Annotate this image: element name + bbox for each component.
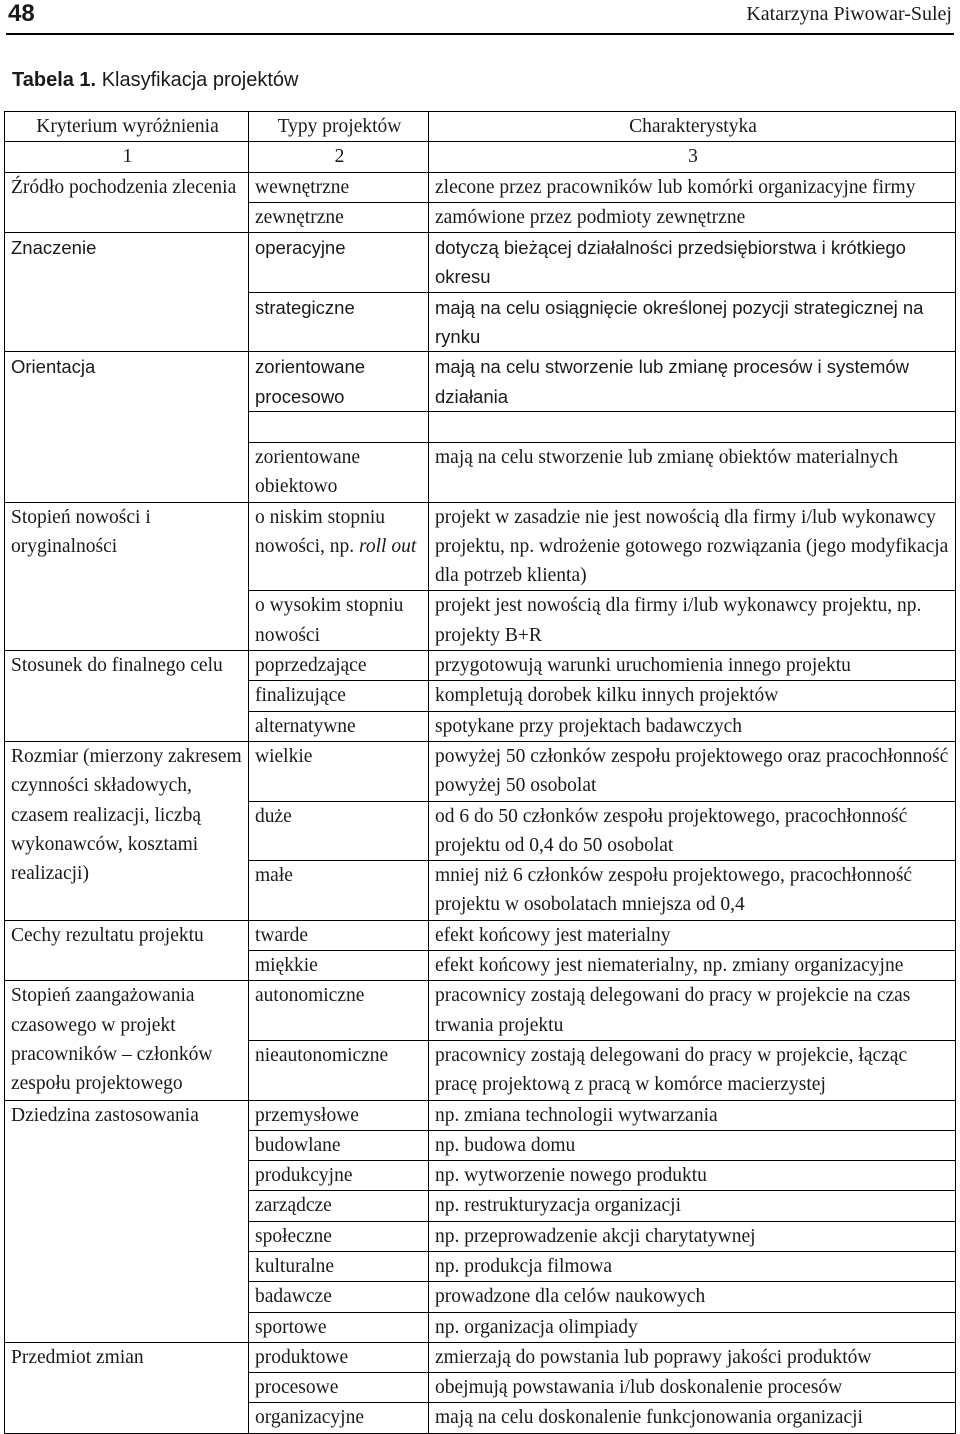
type-cell: wielkie xyxy=(249,741,429,801)
type-cell: produktowe xyxy=(249,1342,429,1372)
column-number: 2 xyxy=(249,142,429,172)
criterion-cell: Źródło pochodzenia zlecenia xyxy=(5,172,249,233)
description-cell: prowadzone dla celów naukowych xyxy=(429,1282,956,1312)
description-cell: spotykane przy projektach badawczych xyxy=(429,711,956,741)
criterion-cell: Stopień nowości i oryginalności xyxy=(5,502,249,650)
criterion-cell: Cechy rezultatu projektu xyxy=(5,920,249,981)
type-cell: nieautonomiczne xyxy=(249,1040,429,1100)
description-cell: efekt końcowy jest niematerialny, np. zmiany organizacyjne xyxy=(429,951,956,981)
table-row xyxy=(5,741,956,801)
spacer-cell xyxy=(249,411,429,442)
table-row xyxy=(5,1100,956,1130)
column-header: Charakterystyka xyxy=(429,112,956,142)
description-cell: dotyczą bieżącej działalności przedsiębiorstwa i krótkiego okresu xyxy=(429,233,956,293)
type-text-italic: roll out xyxy=(359,535,417,557)
description-cell: zmierzają do powstania lub poprawy jakości produktów xyxy=(429,1342,956,1372)
description-cell: efekt końcowy jest materialny xyxy=(429,920,956,950)
description-cell: mają na celu stworzenie lub zmianę obiektów materialnych xyxy=(429,442,956,502)
table-header-row xyxy=(5,112,956,142)
table-caption-text: Klasyfikacja projektów xyxy=(101,69,299,91)
type-cell: miękkie xyxy=(249,951,429,981)
description-cell: np. produkcja filmowa xyxy=(429,1251,956,1281)
table-row xyxy=(5,352,956,412)
type-cell: badawcze xyxy=(249,1282,429,1312)
type-cell: wewnętrzne xyxy=(249,172,429,202)
criterion-cell: Dziedzina zastosowania xyxy=(5,1100,249,1342)
description-cell: pracownicy zostają delegowani do pracy w projekcie, łącząc pracę projektową z pracą w komórce macierzystej xyxy=(429,1040,956,1100)
description-cell: projekt jest nowością dla firmy i/lub wykonawcy projektu, np. projekty B+R xyxy=(429,591,956,651)
description-cell: obejmują powstawania i/lub doskonalenie procesów xyxy=(429,1373,956,1403)
type-cell: zorientowane obiektowo xyxy=(249,442,429,502)
type-cell: o wysokim stopniu nowości xyxy=(249,591,429,651)
criterion-cell: Stopień zaangażowania czasowego w projekt pracowników – członków zespołu projektowego xyxy=(5,981,249,1100)
type-cell: twarde xyxy=(249,920,429,950)
spacer-cell xyxy=(429,411,956,442)
column-number: 3 xyxy=(429,142,956,172)
table-caption-number: Tabela 1. xyxy=(12,69,97,91)
type-text: o niskim stopniu nowości, np. xyxy=(255,506,386,557)
table-row xyxy=(5,233,956,293)
description-cell: np. restrukturyzacja organizacji xyxy=(429,1191,956,1221)
description-cell: mniej niż 6 członków zespołu projektowego, pracochłonność projektu w osobolatach mniejsza od 0,4 xyxy=(429,861,956,921)
description-cell: np. budowa domu xyxy=(429,1130,956,1160)
description-cell: zlecone przez pracowników lub komórki organizacyjne firmy xyxy=(429,172,956,202)
type-cell: społeczne xyxy=(249,1221,429,1251)
table-row xyxy=(5,502,956,591)
type-cell: alternatywne xyxy=(249,711,429,741)
table-number-row xyxy=(5,142,956,172)
description-cell: mają na celu stworzenie lub zmianę procesów i systemów działania xyxy=(429,352,956,412)
table-row xyxy=(5,172,956,202)
description-cell: projekt w zasadzie nie jest nowością dla firmy i/lub wykonawcy projektu, np. wdrożenie gotowego rozwiązania (jego modyfikacja dla potrzeb klienta) xyxy=(429,502,956,591)
table-row xyxy=(5,651,956,681)
description-cell: zamówione przez podmioty zewnętrzne xyxy=(429,202,956,232)
description-cell: powyżej 50 członków zespołu projektowego oraz pracochłonność powyżej 50 osobolat xyxy=(429,741,956,801)
type-cell: finalizujące xyxy=(249,681,429,711)
type-cell: poprzedzające xyxy=(249,651,429,681)
type-cell: zorientowane procesowo xyxy=(249,352,429,412)
type-cell: kulturalne xyxy=(249,1251,429,1281)
description-cell: kompletują dorobek kilku innych projektów xyxy=(429,681,956,711)
table-caption xyxy=(12,66,298,94)
type-cell: procesowe xyxy=(249,1373,429,1403)
table-row xyxy=(5,1342,956,1372)
description-cell: np. przeprowadzenie akcji charytatywnej xyxy=(429,1221,956,1251)
type-cell: małe xyxy=(249,861,429,921)
description-cell: przygotowują warunki uruchomienia innego projektu xyxy=(429,651,956,681)
type-cell: autonomiczne xyxy=(249,981,429,1041)
description-cell: np. zmiana technologii wytwarzania xyxy=(429,1100,956,1130)
running-author: Katarzyna Piwowar-Sulej xyxy=(746,3,952,25)
description-cell: mają na celu doskonalenie funkcjonowania organizacji xyxy=(429,1403,956,1433)
criterion-cell: Stosunek do finalnego celu xyxy=(5,651,249,742)
description-cell: od 6 do 50 członków zespołu projektowego, pracochłonność projektu od 0,4 do 50 osobolat xyxy=(429,801,956,861)
description-cell: pracownicy zostają delegowani do pracy w projekcie na czas trwania projektu xyxy=(429,981,956,1041)
type-cell: strategiczne xyxy=(249,292,429,352)
column-header: Typy projektów xyxy=(249,112,429,142)
table-row xyxy=(5,981,956,1041)
type-cell: zarządcze xyxy=(249,1191,429,1221)
table-row xyxy=(5,920,956,950)
criterion-cell: Przedmiot zmian xyxy=(5,1342,249,1433)
criterion-cell: Rozmiar (mierzony zakresem czynności składowych, czasem realizacji, liczbą wykonawców, kosztami realizacji) xyxy=(5,741,249,920)
type-cell: produkcyjne xyxy=(249,1161,429,1191)
type-cell: budowlane xyxy=(249,1130,429,1160)
type-cell: sportowe xyxy=(249,1312,429,1342)
classification-table xyxy=(4,111,956,1434)
column-number: 1 xyxy=(5,142,249,172)
description-cell: mają na celu osiągnięcie określonej pozycji strategicznej na rynku xyxy=(429,292,956,352)
type-cell: zewnętrzne xyxy=(249,202,429,232)
type-cell: przemysłowe xyxy=(249,1100,429,1130)
type-cell xyxy=(249,502,429,591)
page-header xyxy=(6,0,954,35)
type-cell: operacyjne xyxy=(249,233,429,293)
type-cell: duże xyxy=(249,801,429,861)
description-cell: np. wytworzenie nowego produktu xyxy=(429,1161,956,1191)
type-cell: organizacyjne xyxy=(249,1403,429,1433)
criterion-cell: Znaczenie xyxy=(5,233,249,352)
description-cell: np. organizacja olimpiady xyxy=(429,1312,956,1342)
page-number: 48 xyxy=(8,0,35,27)
criterion-cell: Orientacja xyxy=(5,352,249,502)
column-header: Kryterium wyróżnienia xyxy=(5,112,249,142)
